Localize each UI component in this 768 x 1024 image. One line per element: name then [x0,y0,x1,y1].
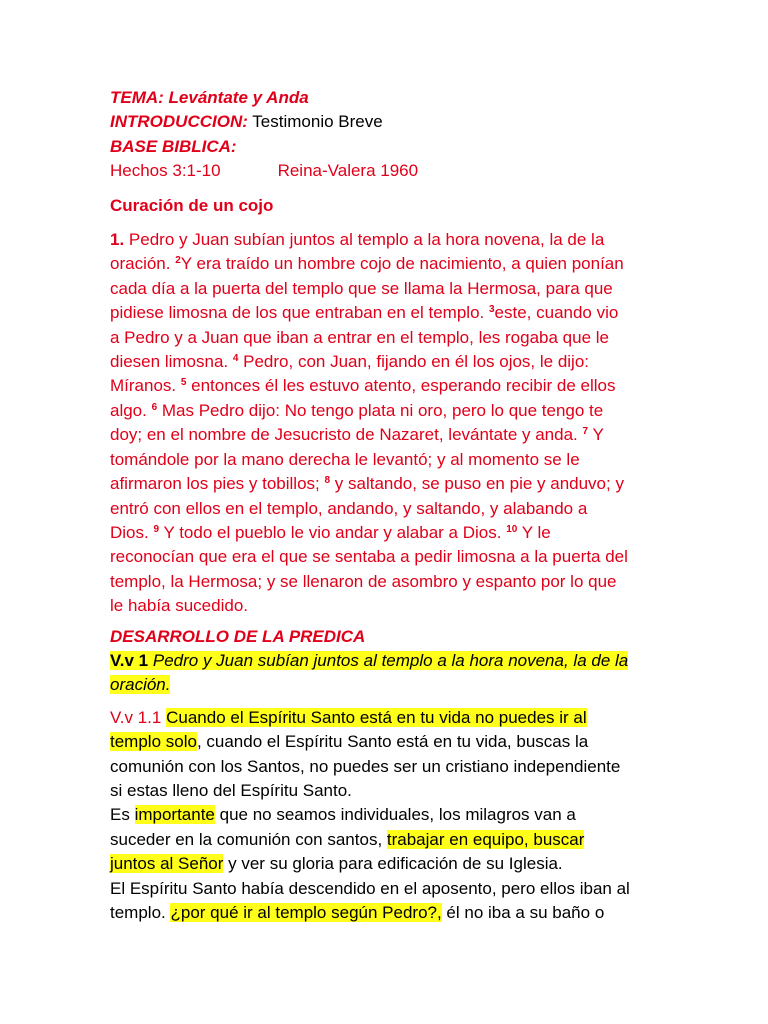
verse-number: 8 [324,475,331,487]
text-run: si estas lleno del Espíritu Santo. [110,780,352,800]
text-run: que no seamos individuales, los milagros van a [214,805,576,825]
reference-line [110,159,670,183]
verse-number: 9 [153,523,160,535]
text-run: diesen limosna. [110,352,233,372]
passage-text [110,228,670,619]
text-line [110,649,670,673]
text-line [110,301,670,325]
text-run: oración. [110,675,171,695]
text-run: pidiese limosna de los que entraban en el templo. [110,303,489,323]
text-run: , cuando el Espíritu Santo está en tu vida, buscas la [196,732,589,752]
text-run: comunión con los Santos, no puedes ser un cristiano independiente [110,756,621,776]
text-line [110,350,670,374]
text-run: doy; en el nombre de Jesucristo de Nazaret, levántate y anda. [110,425,583,445]
text-run: afirmaron los pies y tobillos; [110,474,325,494]
intro-line [110,110,670,134]
text-line [110,228,670,252]
text-run: importante [134,805,215,825]
text-run: reconocían que era el que se sentaba a pedir limosna a la puerta del [110,547,628,567]
text-run: algo. [110,400,152,420]
text-run: Pedro y Juan subían juntos al templo a la hora novena, la de la [148,650,629,670]
text-line [110,423,670,447]
text-run: V.v 1.1 [110,707,167,727]
text-line [110,594,670,618]
text-line [110,399,670,423]
text-run: Pedro y Juan subían juntos al templo a la hora novena, la de la [124,230,605,250]
bible-version: Reina-Valera 1960 [277,161,419,181]
text-run: Míranos. [110,376,181,396]
text-line [110,730,670,754]
text-line [110,448,670,472]
text-run: ¿por qué ir al templo según Pedro?, [170,903,442,922]
text-run: Cuando el Espíritu Santo está en tu vida no puedes ir al [166,707,587,727]
text-run: él no iba a su baño o [441,903,605,922]
verse-number: 4 [232,353,239,365]
verse-number: 6 [151,401,158,413]
text-line [110,374,670,398]
text-run: cada día a la puerta del templo que se llama la Hermosa, para que [110,278,613,298]
text-run: le había sucedido. [110,596,248,616]
text-line [110,521,670,545]
text-run: entonces él les estuvo atento, esperando recibir de ellos [186,376,616,396]
intro-label: INTRODUCCION: [110,112,248,132]
text-line [110,497,670,521]
passage-title: Curación de un cojo [110,195,274,215]
text-run: El Espíritu Santo había descendido en el aposento, pero ellos iban al [110,878,630,898]
text-run: trabajar en equipo, buscar [386,829,585,849]
text-run: a Pedro y a Juan que iban a entrar en el templo, les rogaba que le [110,327,610,347]
text-run: entró con ellos en el templo, andando, y saltando, y alabando a [110,498,588,518]
intro-value: Testimonio Breve [247,112,383,132]
text-line [110,828,670,852]
text-run: juntos al Señor [110,854,224,874]
text-line [110,326,670,350]
text-run: Es [110,805,135,825]
text-run: tomándole por la mano derecha le levantó; y al momento se le [110,449,580,469]
text-line [110,545,670,569]
text-line [110,852,670,876]
text-run: Y todo el pueblo le vio andar y alabar a Dios. [159,522,507,542]
text-run: Pedro, con Juan, fijando en él los ojos, le dijo: [238,352,590,372]
text-run: 1. [110,230,125,250]
text-run: oración. [110,254,176,274]
verse-number: 2 [175,255,181,267]
text-run: templo. [110,903,171,922]
text-line [110,779,670,803]
text-line [110,803,670,827]
text-line [110,706,670,730]
verse-quote [110,649,670,698]
verse-number: 3 [488,304,495,316]
development-body [110,706,670,926]
text-run: templo, la Hermosa; y se llenaron de asombro y espanto por lo que [110,571,617,591]
text-run: Mas Pedro dijo: No tengo plata ni oro, pero lo que tengo te [157,400,604,420]
text-run: Y [588,425,604,445]
text-line [110,252,670,276]
text-line [110,755,670,779]
verse-number: 7 [582,426,589,438]
bible-reference: Hechos 3:1-10 [110,161,221,181]
development-title: DESARROLLO DE LA PREDICA [110,626,366,646]
text-line [110,570,670,594]
verse-number: 10 [506,523,518,535]
text-line [110,901,670,925]
text-line [110,673,670,697]
document-page [110,86,670,925]
text-run: V.v 1 [110,650,149,670]
verse-number: 5 [180,377,187,389]
text-run: suceder en la comunión con santos, [110,829,387,849]
text-run: Y era traído un hombre cojo de nacimiento, a quien ponían [180,254,624,274]
text-run: Dios. [110,522,154,542]
tema-heading: TEMA: Levántate y Anda [110,88,309,107]
text-run: este, cuando vio [494,303,619,323]
text-run: y saltando, se puso en pie y anduvo; y [330,474,624,494]
text-line [110,877,670,901]
text-run: y ver su gloria para edificación de su Iglesia. [223,854,563,874]
text-run: Y le [517,522,551,542]
base-biblica-label: BASE BIBLICA: [110,136,237,156]
text-run: templo solo [110,732,197,752]
text-line [110,277,670,301]
text-line [110,472,670,496]
